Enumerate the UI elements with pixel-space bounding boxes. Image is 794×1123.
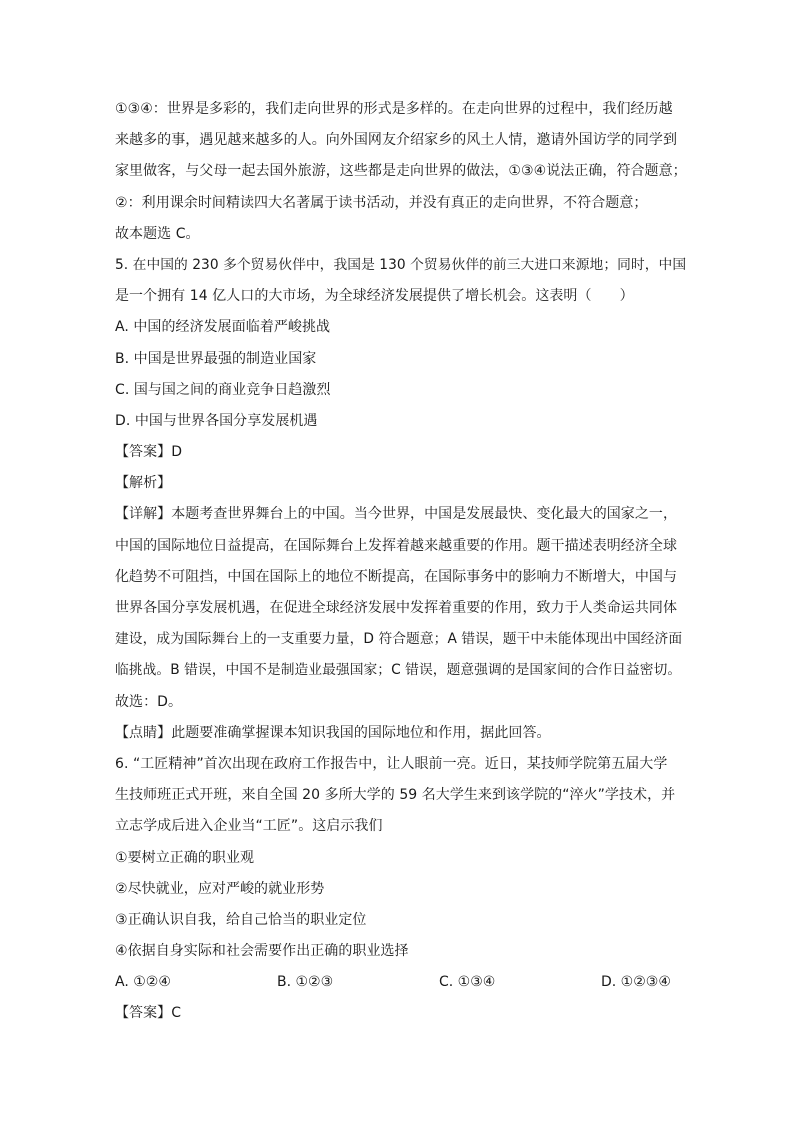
question-5-option-a: A. 中国的经济发展面临着严峻挑战 (115, 319, 331, 336)
question-6-stem: 生技师班正式开班，来自全国 20 多所大学的 59 名大学生来到该学院的“淬火”学技术，并 (115, 787, 676, 804)
question-5-detail: 中国的国际地位日益提高，在国际舞台上发挥着越来越重要的作用。题干描述表明经济全球 (115, 537, 677, 554)
question-5-detail: 世界各国分享发展机遇，在促进全球经济发展中发挥着重要的作用，致力于人类命运共同体 (115, 600, 677, 616)
question-5-option-b: B. 中国是世界最强的制造业国家 (115, 350, 317, 367)
paragraph-line: ②：利用课余时间精读四大名著属于读书活动，并没有真正的走向世界，不符合题意； (115, 194, 648, 211)
paragraph-line: 故本题选 C。 (115, 225, 200, 242)
question-6-item: ②尽快就业，应对严峻的就业形势 (115, 880, 325, 897)
question-5-note: 【点睛】此题要准确掌握课本知识我国的国际地位和作用，据此回答。 (115, 724, 551, 741)
question-6-option-d: D. ①②③④ (601, 974, 671, 991)
question-5-option-d: D. 中国与世界各国分享发展机遇 (115, 412, 318, 429)
question-6-item: ①要树立正确的职业观 (115, 849, 255, 866)
paragraph-line: 家里做客，与父母一起去国外旅游，这些都是走向世界的做法，①③④说法正确，符合题意； (115, 163, 687, 180)
question-6-option-c: C. ①③④ (439, 974, 496, 991)
paragraph-line: ①③④：世界是多彩的，我们走向世界的形式是多样的。在走向世界的过程中，我们经历越 (115, 101, 673, 117)
question-5-analysis-heading: 【解析】 (115, 475, 172, 492)
document-page (115, 100, 687, 1036)
question-5-detail: 【详解】本题考查世界舞台上的中国。当今世界，中国是发展最快、变化最大的国家之一， (115, 506, 677, 523)
question-6-options (115, 973, 687, 991)
question-5-stem: 是一个拥有 14 亿人口的大市场，为全球经济发展提供了增长机会。这表明（ ） (115, 288, 634, 305)
question-5-detail: 临挑战。B 错误，中国不是制造业最强国家；C 错误，题意强调的是国家间的合作日益密切。 (115, 662, 682, 679)
question-6-item: ④依据自身实际和社会需要作出正确的职业选择 (115, 943, 409, 960)
question-5-detail: 建设，成为国际舞台上的一支重要力量，D 符合题意；A 错误，题干中未能体现出中国经济面 (115, 631, 683, 648)
question-5-stem: 5. 在中国的 230 多个贸易伙伴中，我国是 130 个贸易伙伴的前三大进口来源地；同时，中国 (115, 256, 687, 273)
question-6-stem: 立志学成后进入企业当“工匠”。这启示我们 (115, 818, 383, 835)
question-5-answer: 【答案】D (115, 444, 183, 461)
question-6-answer: 【答案】C (115, 1005, 182, 1022)
question-6-option-b: B. ①②③ (277, 974, 334, 991)
question-5-detail: 故选：D。 (115, 693, 183, 710)
question-6-stem: 6. “工匠精神”首次出现在政府工作报告中，让人眼前一亮。近日，某技师学院第五届大学 (115, 755, 668, 772)
question-5-detail: 化趋势不可阻挡，中国在国际上的地位不断提高，在国际事务中的影响力不断增大，中国与 (115, 568, 677, 585)
question-6-item: ③正确认识自我，给自己恰当的职业定位 (115, 911, 367, 928)
question-6-option-a: A. ①②④ (115, 974, 171, 991)
question-5-option-c: C. 国与国之间的商业竞争日趋激烈 (115, 381, 331, 398)
paragraph-line: 来越多的事，遇见越来越多的人。向外国网友介绍家乡的风土人情，邀请外国访学的同学到 (115, 132, 677, 149)
